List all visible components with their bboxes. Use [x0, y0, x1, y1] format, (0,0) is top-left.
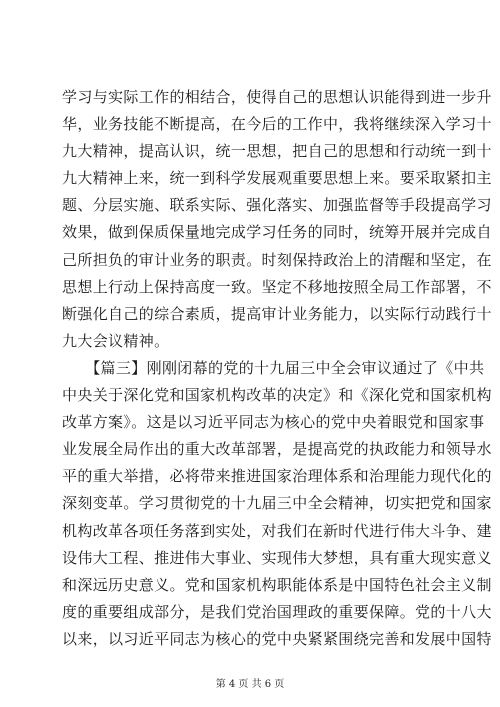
- page-number-footer: 第 4 页 共 6 页: [215, 679, 285, 690]
- text-line: 九大精神，提高认识，统一思想，把自己的思想和行动统一到十: [62, 142, 492, 161]
- text-line: 华，业务技能不断提高，在今后的工作中，我将继续深入学习十: [62, 115, 492, 134]
- text-line: 机构改革各项任务落到实处，对我们在新时代进行伟大斗争、建: [62, 521, 492, 540]
- text-line: 业发展全局作出的重大改革部署，是提高党的执政能力和领导水: [62, 440, 492, 459]
- text-line: 九大精神上来，统一到科学发展观重要思想上来。要采取紧扣主: [62, 169, 492, 188]
- text-line: 设伟大工程、推进伟大事业、实现伟大梦想，具有重大现实意义: [62, 548, 492, 567]
- text-line: 题、分层实施、联系实际、强化落实、加强监督等手段提高学习: [62, 196, 492, 215]
- text-line: 效果，做到保质保量地完成学习任务的同时，统筹开展并完成自: [62, 223, 492, 242]
- text-line: 和深远历史意义。党和国家机构职能体系是中国特色社会主义制: [62, 575, 492, 594]
- text-line: 己所担负的审计业务的职责。时刻保持政治上的清醒和坚定，在: [62, 250, 492, 269]
- text-line: 九大会议精神。: [62, 331, 170, 350]
- text-line: 断强化自己的综合素质，提高审计业务能力，以实际行动践行十: [62, 304, 492, 323]
- text-line: 学习与实际工作的相结合，使得自己的思想认识能得到进一步升: [62, 88, 492, 106]
- text-line: 以来，以习近平同志为核心的党中央紧紧围绕完善和发展中国特: [62, 629, 492, 648]
- text-line: 改革方案》。这是以习近平同志为核心的党中央着眼党和国家事: [62, 413, 485, 432]
- text-line: 思想上行动上保持高度一致。坚定不移地按照全局工作部署，不: [62, 277, 492, 296]
- section-heading-line: 【篇三】刚刚闭幕的党的十九届三中全会审议通过了《中共: [62, 358, 485, 377]
- body-text: [62, 84, 492, 653]
- text-line: 深刻变革。学习贯彻党的十九届三中全会精神，切实把党和国家: [62, 494, 492, 513]
- text-line: 度的重要组成部分，是我们党治国理政的重要保障。党的十八大: [62, 602, 492, 621]
- text-line: 中央关于深化党和国家机构改革的决定》和《深化党和国家机构: [62, 386, 492, 405]
- text-line: 平的重大举措，必将带来推进国家治理体系和治理能力现代化的: [62, 467, 492, 486]
